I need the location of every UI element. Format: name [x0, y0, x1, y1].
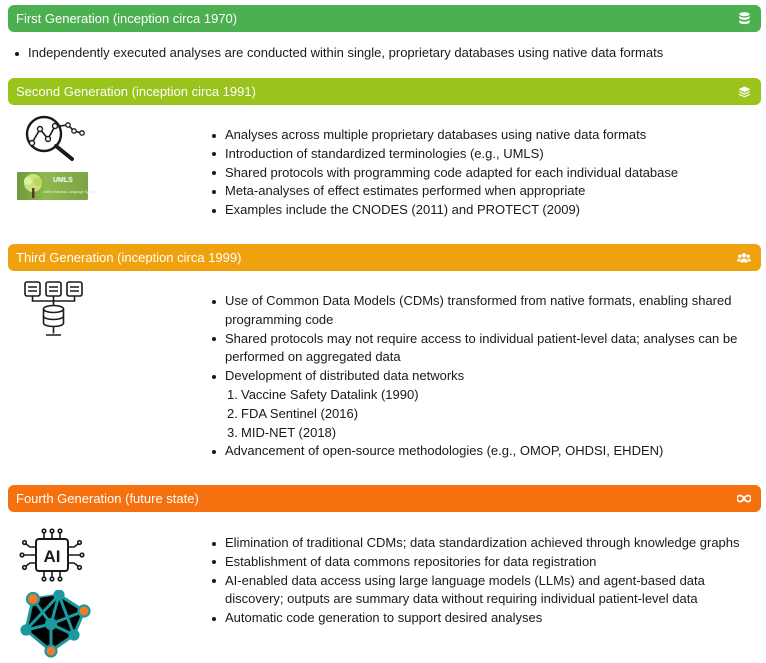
ai-chip-label: AI [43, 547, 61, 566]
list-item: Shared protocols with programming code adapted for each individual database [211, 164, 751, 183]
infinity-icon [737, 492, 751, 506]
list-item: Introduction of standardized terminologies (e.g., UMLS) [211, 145, 751, 164]
list-item-text: Development of distributed data networks [225, 368, 465, 384]
first-generation-list [14, 44, 754, 63]
list-item: 3. MID-NET (2018) [227, 424, 337, 440]
list-item: Use of Common Data Models (CDMs) transformed from native formats, enabling shared programming code [211, 292, 751, 330]
list-item: Advancement of open-source methodologies (e.g., OMOP, OHDSI, EHDEN) [211, 442, 751, 461]
fourth-generation-title: Fourth Generation (future state) [16, 491, 199, 506]
umls-logo-subtext: Unified Medical Language System [43, 190, 97, 194]
list-item: 2. FDA Sentinel (2016) [227, 405, 359, 421]
magnifier-chart-icon [22, 113, 88, 166]
fourth-generation-list [211, 534, 756, 628]
umls-logo-label: UMLS [53, 177, 73, 184]
list-item: Analyses across multiple proprietary databases using native data formats [211, 126, 751, 145]
list-item: AI-enabled data access using large language models (LLMs) and agent-based data discovery; outputs are summary data without requiring individual patient-level data [211, 572, 756, 610]
list-item: Meta-analyses of effect estimates performed when appropriate [211, 182, 751, 201]
list-item: 1. Vaccine Safety Datalink (1990) [227, 386, 419, 402]
fourth-generation-header [8, 485, 761, 512]
third-generation-list [211, 292, 751, 461]
first-generation-title: First Generation (inception circa 1970) [16, 11, 238, 26]
distributed-networks-list [225, 386, 751, 442]
knowledge-graph-icon [14, 590, 94, 663]
tree-icon [19, 172, 47, 200]
first-generation-header [8, 5, 761, 32]
distributed-database-icon [24, 280, 86, 345]
second-generation-list [211, 126, 751, 220]
users-icon [737, 251, 751, 265]
list-item [211, 367, 751, 442]
list-item: Shared protocols may not require access to individual patient-level data; analyses can be performed on aggregated data [211, 330, 751, 368]
list-item: Independently executed analyses are conducted within single, proprietary databases using native data formats [14, 44, 754, 63]
list-item: Elimination of traditional CDMs; data standardization achieved through knowledge graphs [211, 534, 756, 553]
umls-logo [17, 172, 97, 200]
list-item: Establishment of data commons repositories for data registration [211, 553, 756, 572]
list-item: Examples include the CNODES (2011) and PROTECT (2009) [211, 201, 751, 220]
layers-icon [737, 85, 751, 99]
ai-chip-icon [18, 527, 86, 588]
database-icon [737, 12, 751, 26]
second-generation-header [8, 78, 761, 105]
list-item: Automatic code generation to support desired analyses [211, 609, 756, 628]
third-generation-header [8, 244, 761, 271]
second-generation-title: Second Generation (inception circa 1991) [16, 84, 256, 99]
third-generation-title: Third Generation (inception circa 1999) [16, 250, 242, 265]
